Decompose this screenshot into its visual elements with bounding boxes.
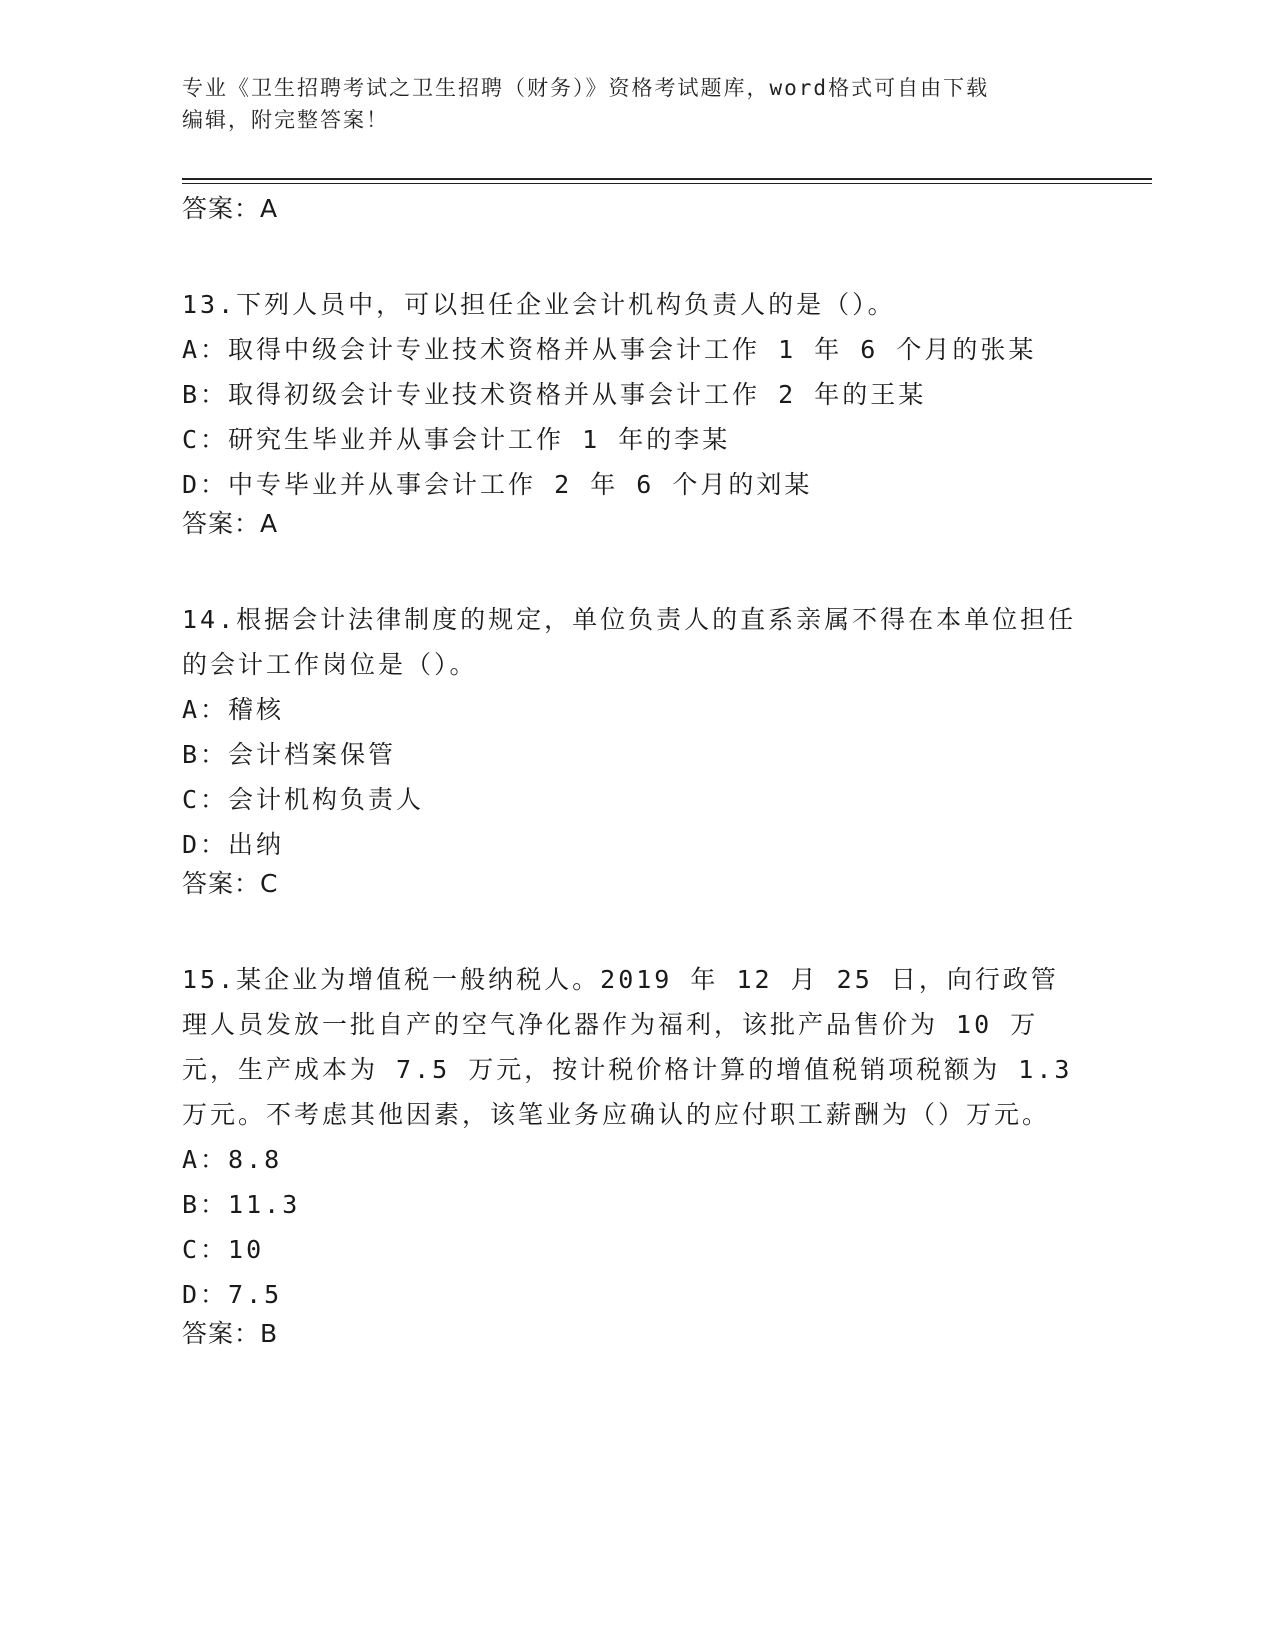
option-b: B：取得初级会计专业技术资格并从事会计工作 2 年的王某: [182, 380, 927, 409]
question-15: [182, 957, 1082, 1349]
option-c: C：研究生毕业并从事会计工作 1 年的李某: [182, 425, 731, 454]
answer-value: C: [260, 869, 279, 898]
option-d: D：出纳: [182, 830, 285, 859]
option-d: D：中专毕业并从事会计工作 2 年 6 个月的刘某: [182, 470, 813, 499]
option-a: A：稽核: [182, 695, 285, 724]
answer-value: A: [260, 509, 279, 538]
header-line-2: 编辑，附完整答案！: [182, 108, 389, 132]
option-a: A：8.8: [182, 1145, 283, 1174]
question-answer: [182, 509, 1082, 539]
option-c: C：会计机构负责人: [182, 785, 425, 814]
answer-label: 答案：: [182, 869, 261, 898]
question-14: [182, 597, 1082, 899]
document-header: [182, 72, 1082, 136]
header-divider-thin: [182, 183, 1152, 184]
question-answer: [182, 869, 1082, 899]
answer-label: 答案：: [182, 1319, 261, 1348]
answer-value: A: [260, 194, 279, 223]
option-b: B：会计档案保管: [182, 740, 397, 769]
header-line-1: 专业《卫生招聘考试之卫生招聘（财务）》资格考试题库，word格式可自由下载: [182, 76, 990, 100]
question-answer: [182, 1319, 1082, 1349]
option-c: C：10: [182, 1235, 265, 1264]
answer-value: B: [260, 1319, 279, 1348]
question-stem: 13.下列人员中，可以担任企业会计机构负责人的是（）。: [182, 290, 896, 319]
option-b: B：11.3: [182, 1190, 301, 1219]
question-13: [182, 282, 1082, 539]
option-d: D：7.5: [182, 1280, 283, 1309]
header-divider-thick: [182, 178, 1152, 180]
previous-answer: [182, 194, 1082, 224]
answer-label: 答案：: [182, 194, 261, 223]
question-stem: 14.根据会计法律制度的规定，单位负责人的直系亲属不得在本单位担任的会计工作岗位是（）。: [182, 605, 1077, 679]
question-list: [182, 188, 1082, 1349]
option-a: A：取得中级会计专业技术资格并从事会计工作 1 年 6 个月的张某: [182, 335, 1037, 364]
answer-label: 答案：: [182, 509, 261, 538]
question-stem: 15.某企业为增值税一般纳税人。2019 年 12 月 25 日，向行政管理人员发放一批自产的空气净化器作为福利，该批产品售价为 10 万元，生产成本为 7.5 万元，按计税价格计算的增值税销项税额为 1.3 万元。不考虑其他因素，该笔业务应确认的应付职工薪酬为（）万元。: [182, 965, 1073, 1129]
